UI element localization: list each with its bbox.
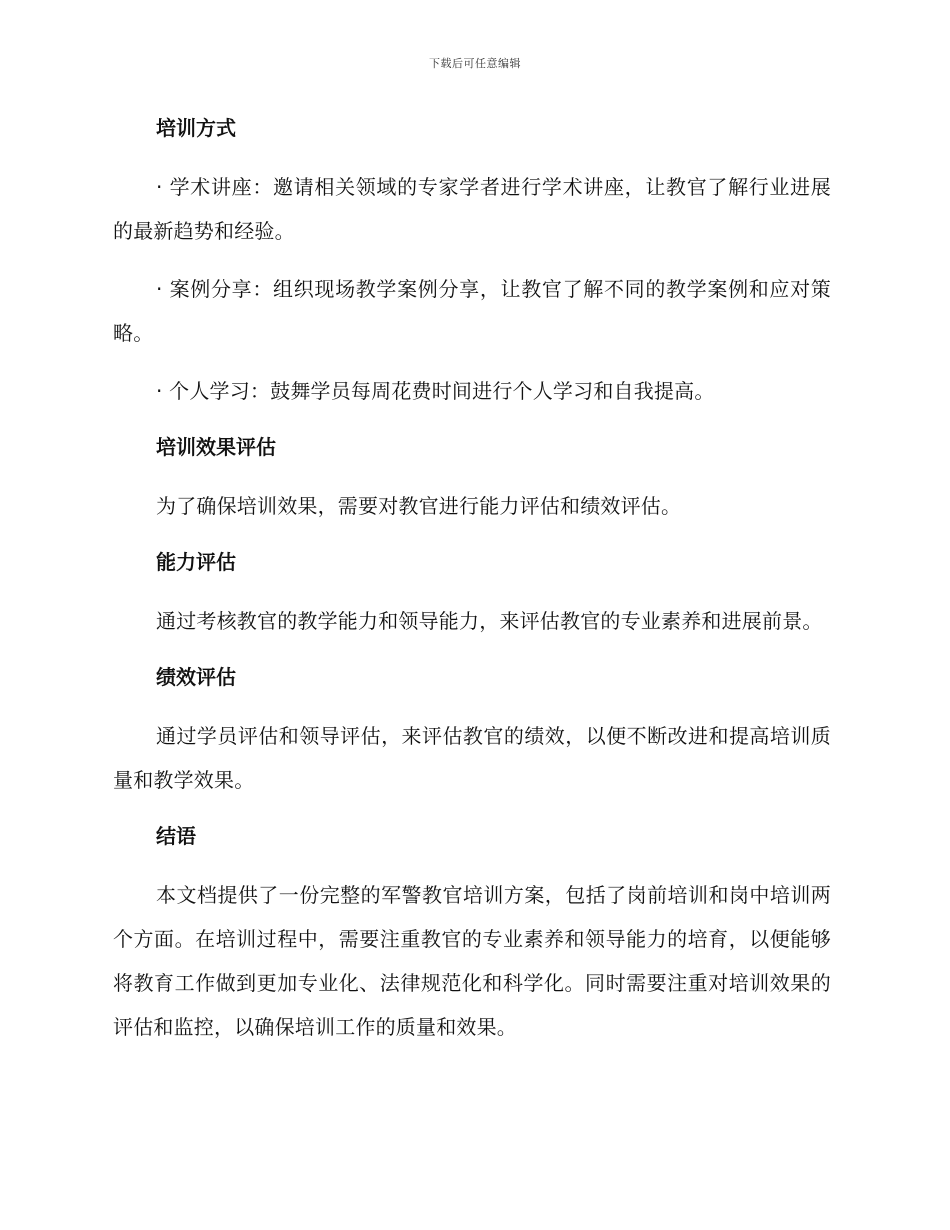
heading-effect-evaluation: 培训效果评估 [156,435,276,459]
bullet-personal-study: · 个人学习：鼓舞学员每周花费时间进行个人学习和自我提高。 [156,379,715,403]
paragraph-conclusion: 本文档提供了一份完整的军警教官培训方案，包括了岗前培训和岗中培训两个方面。在培训过程中，需要注重教官的专业素养和领导能力的培育，以便能够将教育工作做到更加专业化、法律规范化和科学化。同时需要注重对培训效果的评估和监控，以确保培训工作的质量和效果。 [113,883,831,1039]
heading-ability-evaluation: 能力评估 [156,550,236,574]
document-body [113,108,831,1063]
paragraph-performance-evaluation: 通过学员评估和领导评估，来评估教官的绩效，以便不断改进和提高培训质量和教学效果。 [113,724,831,792]
heading-training-methods: 培训方式 [156,116,236,140]
paragraph-ability-evaluation: 通过考核教官的教学能力和领导能力，来评估教官的专业素养和进展前景。 [156,609,823,633]
bullet-case-sharing: · 案例分享：组织现场教学案例分享，让教官了解不同的教学案例和应对策略。 [113,277,831,345]
bullet-academic-lecture: · 学术讲座：邀请相关领域的专家学者进行学术讲座，让教官了解行业进展的最新趋势和经验。 [113,175,831,243]
paragraph-effect-evaluation: 为了确保培训效果，需要对教官进行能力评估和绩效评估。 [156,494,682,518]
heading-performance-evaluation: 绩效评估 [156,665,236,689]
header-note: 下载后可任意编辑 [429,57,521,70]
heading-conclusion: 结语 [156,824,196,848]
